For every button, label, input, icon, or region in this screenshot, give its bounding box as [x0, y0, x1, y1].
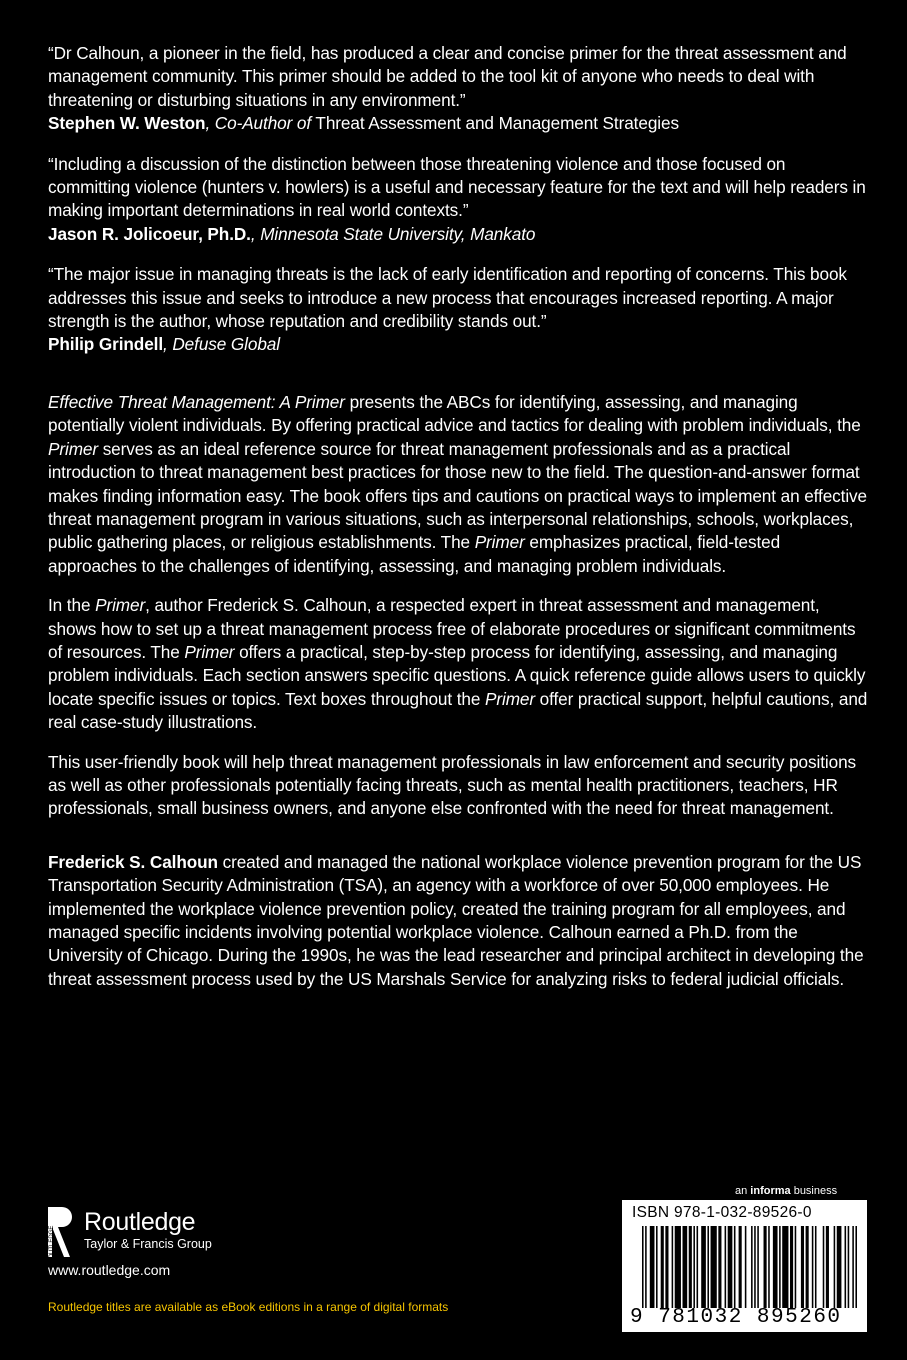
barcode-bar: [728, 1226, 733, 1308]
isbn-digits: 9 781032 895260: [630, 1306, 842, 1329]
barcode-bar: [683, 1226, 688, 1308]
barcode-bar: [707, 1226, 709, 1308]
book-title: Effective Threat Management: A Primer: [48, 391, 345, 412]
text-run: offers a practical, step-by-step process for identifying, assessing, and managing problem individuals. Each section answers specific questions. A quick reference guide allows users to quickly locate specific issues or topics. Text boxes throughout the: [48, 641, 866, 709]
routledge-logo-icon: [44, 1205, 76, 1265]
publisher-website-link[interactable]: www.routledge.com: [48, 1262, 171, 1278]
endorser-affiliation: , Minnesota State University, Mankato: [250, 223, 536, 244]
primer-italic: Primer: [474, 532, 525, 553]
primer-italic: Primer: [484, 688, 535, 709]
barcode-bar: [815, 1226, 817, 1308]
barcode-bar: [806, 1226, 809, 1308]
barcode-bar: [656, 1226, 658, 1308]
primer-italic: Primer: [95, 595, 146, 616]
text-run: serves as an ideal reference source for threat management professionals and as a practical introduction to threat management best practices for those new to the field. The question-and-answer format makes finding information easy. The book offers tips and cautions on practical ways to implement an effective threat management program in various situations, such as interpersonal relationships, schools, workplaces, public gathering places, or religious establishments. The: [48, 438, 868, 553]
endorsement-attribution: [48, 333, 868, 356]
barcode-bar: [837, 1226, 842, 1308]
endorser-book-title: Threat Assessment and Management Strategies: [311, 113, 679, 134]
barcode-bar: [848, 1226, 850, 1308]
barcode-bar: [834, 1226, 836, 1308]
endorser-name: Stephen W. Weston: [48, 113, 206, 134]
isbn-label: ISBN 978-1-032-89526-0: [632, 1204, 812, 1221]
informa-prefix: an: [735, 1185, 751, 1197]
author-bio: [48, 851, 868, 991]
endorsement-attribution: [48, 112, 868, 135]
author-name: Frederick S. Calhoun: [48, 851, 218, 872]
publisher-block: [44, 1205, 212, 1265]
barcode-bars: [642, 1226, 857, 1308]
barcode-bar: [697, 1226, 699, 1308]
isbn-barcode: [622, 1200, 867, 1332]
publisher-name: Routledge: [84, 1208, 196, 1236]
endorser-name: Philip Grindell: [48, 334, 164, 355]
barcode-bar: [782, 1226, 788, 1308]
endorsement-text: “The major issue in managing threats is the lack of early identification and reporting of concerns. This book addresses this issue and seeks to introduce a new process that encourages increased reporting. A major strength is the author, whose reputation and credibility stands out.”: [48, 264, 847, 332]
barcode-bar: [693, 1226, 695, 1308]
description-paragraph-3: This user-friendly book will help threat management professionals in law enforcement and security positions as well as other professionals potentially facing threats, such as mental health practitioners, teachers, HR professionals, small business owners, and anyone else confronted with the need for threat management.: [48, 751, 857, 819]
barcode-bar: [855, 1226, 857, 1308]
endorser-affiliation: , Co-Author of: [205, 113, 312, 134]
barcode-bar: [852, 1226, 854, 1308]
barcode-bar: [734, 1226, 736, 1308]
barcode-bar: [779, 1226, 781, 1308]
text-run: offer practical support, helpful cautions, and real case-study illustrations.: [48, 688, 868, 733]
barcode-bar: [845, 1226, 847, 1308]
barcode-bar: [757, 1226, 759, 1308]
barcode-bar: [711, 1226, 717, 1308]
barcode-bar: [675, 1226, 681, 1308]
barcode-bar: [801, 1226, 804, 1308]
barcode-bar: [650, 1226, 655, 1308]
primer-italic: Primer: [184, 641, 235, 662]
text-run: In the: [48, 595, 96, 616]
back-cover-text: [48, 42, 868, 1007]
barcode-bar: [689, 1226, 692, 1308]
text-run: , author Frederick S. Calhoun, a respected expert in threat assessment and management, shows how to set up a threat management process free of elaborate procedures or significant commitments of resources. The: [48, 595, 856, 662]
description-paragraph-2: [48, 594, 868, 734]
barcode-bar: [754, 1226, 756, 1308]
barcode-bar: [773, 1226, 778, 1308]
barcode-bar: [768, 1226, 770, 1308]
barcode-bar: [672, 1226, 674, 1308]
endorsement-attribution: [48, 223, 868, 246]
barcode-bar: [665, 1226, 668, 1308]
endorsement-text: “Including a discussion of the distinction between those threatening violence and those focused on committing violence (hunters v. howlers) is a useful and necessary feature for the text and will help readers in making important determinations in real world contexts.”: [48, 153, 866, 221]
barcode-bar: [812, 1226, 814, 1308]
author-bio-text: created and managed the national workplace violence prevention program for the US Transportation Security Administration (TSA), an agency with a workforce of over 50,000 employees. He implemented the workplace violence prevention policy, created the training program for all employees, and managed specific incidents involving potential workplace violence. Calhoun earned a Ph.D. from the University of Chicago. During the 1990s, he was the lead researcher and principal architect in developing the threat assessment process used by the US Marshals Service for analyzing risks to federal judicial officials.: [48, 851, 864, 989]
barcode-bar: [661, 1226, 664, 1308]
publisher-text: [84, 1205, 212, 1252]
barcode-bar: [764, 1226, 767, 1308]
barcode-bar: [701, 1226, 706, 1308]
barcode-bar: [745, 1226, 747, 1308]
barcode-bar: [790, 1226, 793, 1308]
endorsement-2: [48, 153, 868, 247]
endorsement-text: “Dr Calhoun, a pioneer in the field, has produced a clear and concise primer for the threat assessment and management community. This primer should be added to the tool kit of anyone who needs to deal with threatening or disturbing situations in any environment.”: [48, 43, 847, 110]
barcode-bar: [826, 1226, 829, 1308]
barcode-bar: [725, 1226, 727, 1308]
informa-brand: informa: [750, 1185, 791, 1197]
publisher-group: Taylor & Francis Group: [84, 1237, 212, 1251]
endorsement-3: [48, 263, 868, 357]
barcode-bar: [642, 1226, 644, 1308]
barcode-bar: [823, 1226, 825, 1308]
informa-tagline: [735, 1185, 837, 1197]
logo-vertical-text: ROUTLEDGE: [49, 1225, 55, 1263]
barcode-bar: [795, 1226, 797, 1308]
barcode-bar: [645, 1226, 647, 1308]
endorser-name: Jason R. Jolicoeur, Ph.D.: [48, 223, 251, 244]
endorsement-1: [48, 42, 868, 136]
text-run: presents the ABCs for identifying, assessing, and managing potentially violent individuals. By offering practical advice and tactics for dealing with problem individuals, the: [48, 391, 861, 436]
informa-suffix: business: [790, 1185, 838, 1197]
barcode-bar: [739, 1226, 742, 1308]
endorser-affiliation: , Defuse Global: [163, 334, 280, 355]
barcode-bar: [751, 1226, 753, 1308]
ebook-note: Routledge titles are available as eBook editions in a range of digital formats: [48, 1300, 449, 1314]
description-paragraph-1: [48, 391, 868, 578]
text-run: emphasizes practical, field-tested approaches to the challenges of identifying, assessing, and managing problem individuals.: [48, 532, 781, 576]
barcode-bar: [718, 1226, 721, 1308]
primer-italic: Primer: [48, 438, 99, 459]
